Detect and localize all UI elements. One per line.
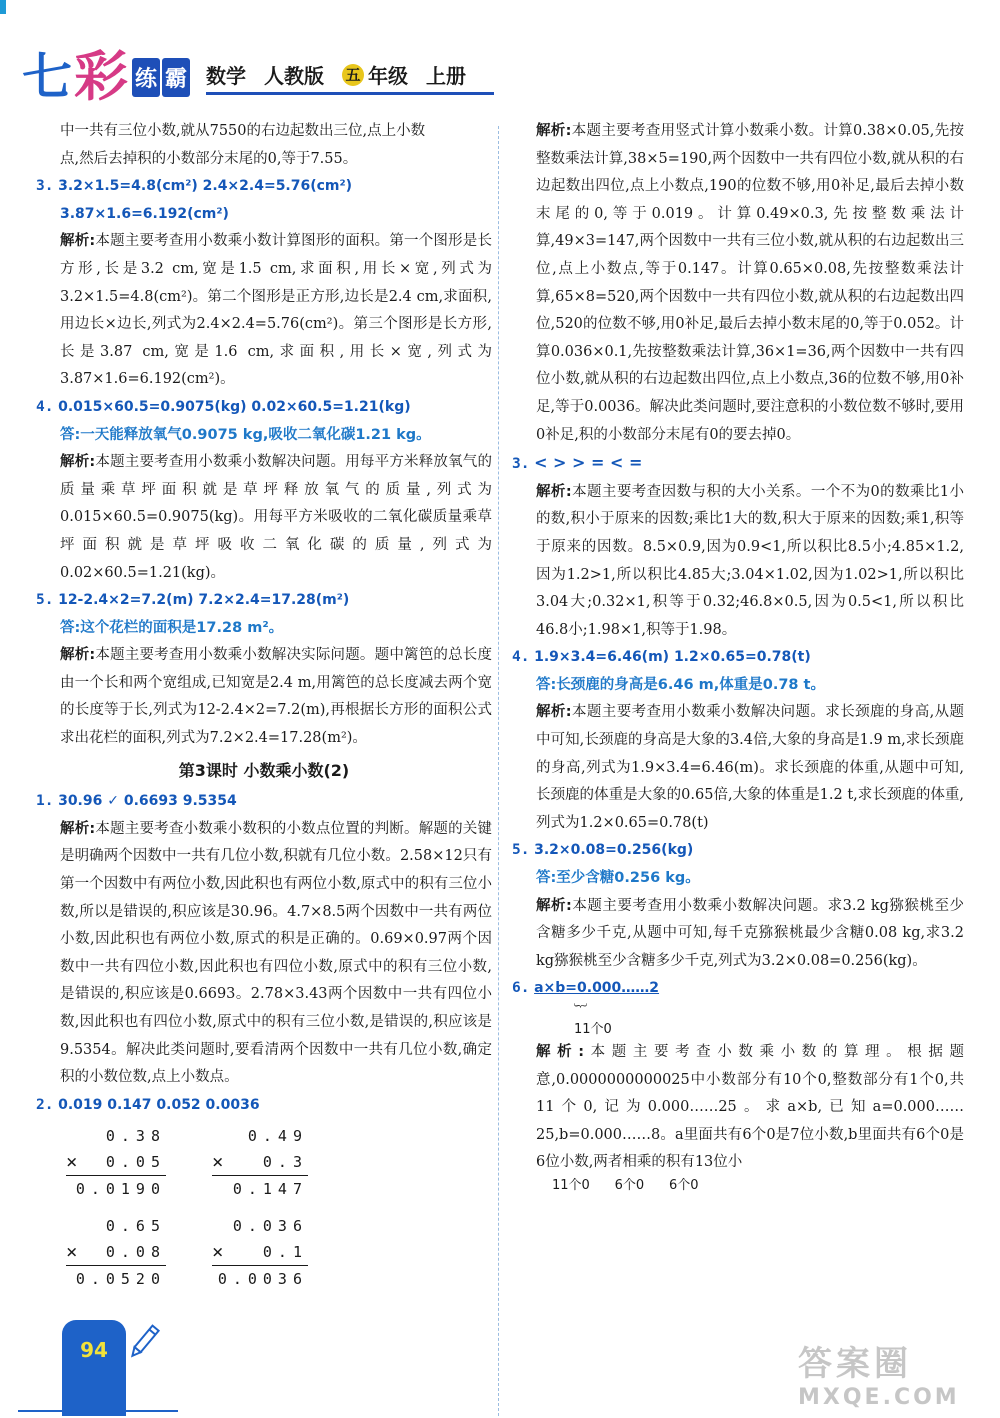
calc-1-factor-b-row <box>66 1149 166 1175</box>
q4-answer <box>36 394 492 422</box>
watermark-bottom: MXQE.COM <box>798 1385 960 1410</box>
continued-text-2: 点,然后去掉积的小数部分末尾的0,等于7.55。 <box>60 150 358 167</box>
q5-answer <box>36 587 492 615</box>
vertical-calc-4 <box>212 1213 308 1292</box>
r3-line-1: < > > = < = <box>534 453 643 473</box>
times-icon: × <box>66 1151 78 1174</box>
r3-analysis-text: 本题主要考查因数与积的大小关系。一个不为0的数乘比1小的数,积小于原来的因数;乘比1大的数,积大于原来的因数;乘1,积等于原来的因数。8.5×0.9,因为0.9<1,所以积比8.5小;4.85×1.2,因为1.2>1,所以积比4.85大;3.04×1.02,因为1.02>1,所以积比3.04大;0.32×1,积等于0.32;46.8×0.5,因为0.5<1,所以积比46.8小;1.98×1,积等于1.98。 <box>536 483 964 638</box>
watermark <box>798 1336 988 1408</box>
q4-number: 4. <box>36 398 54 415</box>
grade: 年级 <box>368 64 408 88</box>
q4-final-answer: 答:一天能释放氧气0.9075 kg,吸收二氧化碳1.21 kg。 <box>60 426 431 443</box>
times-icon: × <box>212 1151 224 1174</box>
calc-1-factor-a: 0.38 <box>105 1127 166 1146</box>
grade-group <box>342 60 408 89</box>
r3-number: 3. <box>512 456 530 473</box>
pencil-icon <box>126 1322 162 1362</box>
brand-logo <box>22 45 192 108</box>
r6-line-1: a×b=0.000……2 <box>534 980 660 997</box>
analysis-label: 解析: <box>60 647 96 664</box>
times-icon: × <box>66 1241 78 1264</box>
r6-brace-notes-2 <box>512 1177 964 1195</box>
q3-analysis <box>36 228 492 394</box>
logo-qi: 七 <box>22 48 72 106</box>
logo-box-char-1: 练 <box>132 58 160 97</box>
calc-3-factor-b-row <box>66 1239 166 1265</box>
page-number: 94 <box>80 1338 108 1362</box>
q3-answer <box>36 173 492 201</box>
page-number-tab <box>62 1320 126 1416</box>
r6-analysis-text: 本题主要考查小数乘小数的算理。根据题意,0.0000000000025中小数部分有10个0,整数部分有1个0,共11个0,记为0.000……25。求a×b,已知a=0.000……25,b=0.000……8。a里面共有6个0是7位小数,b里面共有6个0是6位小数,两者相乘的积有13位小 <box>536 1044 964 1171</box>
q4-line-1: 0.015×60.5=0.9075(kg) 0.02×60.5=1.21(kg) <box>58 398 411 415</box>
calc-3-factor-b: 0.08 <box>105 1243 166 1262</box>
q5-final-answer: 答:这个花栏的面积是17.28 m²。 <box>60 619 284 636</box>
r4-line-1: 1.9×3.4=6.46(m) 1.2×0.65=0.78(t) <box>534 649 811 666</box>
r4-final-answer: 答:长颈鹿的身高是6.46 m,体重是0.78 t。 <box>536 676 825 693</box>
q4-analysis <box>36 449 492 587</box>
l2-number: 2. <box>36 1096 54 1113</box>
term: 上册 <box>426 64 466 88</box>
l1-line-1: 30.96 ✓ 0.6693 9.5354 <box>58 793 237 810</box>
l1-analysis-text: 本题主要考查小数乘小数积的小数点位置的判断。解题的关键是明确两个因数中一共有几位小数,积就有几位小数。2.58×12只有第一个因数中有两位小数,因此积也有两位小数,原式中的积有三位小数,所以是错误的,积应该是30.96。4.7×8.5两个因数中一共有两位小数,因此积也有两位小数,原式的积是正确的。0.69×0.97两个因数中一共有四位小数,因此积也有四位小数,原式中的积有三位小数,是错误的,积应该是0.6693。2.78×3.43两个因数中一共有四位小数,因此积也有四位小数,原式中的积有三位小数,是错误的,积应该是9.5354。解决此类问题时,要看清两个因数中一共有几位小数,确定积的小数位数,点上小数点。 <box>60 820 492 1086</box>
r6-brace-label-3: 6个0 <box>614 1177 645 1193</box>
r0-analysis-text: 本题主要考查用竖式计算小数乘小数。计算0.38×0.05,先按整数乘法计算,38×5=190,两个因数中一共有四位小数,就从积的右边起数出四位,点上小数点,190的位数不够,用0补足,最后去掉小数末尾的0,等于0.019。计算0.49×0.3,先按整数乘法计算,49×3=147,两个因数中一共有三位小数,就从积的右边起数出三位,点上小数点,等于0.147。计算0.65×0.08,先按整数乘法计算,65×8=520,两个因数中一共有四位小数,就从积的右边起数出四位,520的位数不够,用0补足,最后去掉小数末尾的0,等于0.052。计算0.036×0.1,先按整数乘法计算,36×1=36,两个因数中一共有四位小数,就从积的右边起数出四位,点上小数点,36的位数不够,用0补足,等于0.0036。解决此类问题时,要注意积的小数位数不够时,要用0补足,积的小数部分末尾有0的要去掉0。 <box>536 123 964 443</box>
subject: 数学 <box>206 64 246 88</box>
calc-2-factor-a: 0.49 <box>247 1127 308 1146</box>
r5-line-1: 3.2×0.08=0.256(kg) <box>534 842 694 859</box>
q5-number: 5. <box>36 592 54 609</box>
l1-analysis <box>36 816 492 1092</box>
q3-analysis-text: 本题主要考查用小数乘小数计算图形的面积。第一个图形是长方形,长是3.2 cm,宽是1.5 cm,求面积,用长×宽,列式为3.2×1.5=4.8(cm²)。第二个图形是正方形,边长是2.4 cm,求面积,用边长×边长,列式为2.4×2.4=5.76(cm²)。第三个图形是长方形,长是3.87 cm,宽是1.6 cm,求面积,用长×宽,列式为3.87×1.6=6.192(cm²)。 <box>60 233 492 388</box>
grade-badge: 五 <box>342 64 364 86</box>
vertical-calc-1 <box>66 1123 166 1202</box>
r6-brace-label-4: 6个0 <box>668 1177 699 1193</box>
r4-number: 4. <box>512 649 530 666</box>
r6-brace-label-2: 11个0 <box>552 1177 590 1193</box>
r3-analysis <box>512 479 964 645</box>
vertical-calc-3 <box>66 1213 166 1292</box>
q5-line-1: 12-2.4×2=7.2(m) 7.2×2.4=17.28(m²) <box>58 592 350 609</box>
q3-line-1: 3.2×1.5=4.8(cm²) 2.4×2.4=5.76(cm²) <box>58 178 353 195</box>
r6-brace-label: 11个0 <box>574 1022 612 1037</box>
r4-answer <box>512 644 964 672</box>
r5-final-answer: 答:至少含糖0.256 kg。 <box>536 870 700 887</box>
calc-4-factor-a: 0.036 <box>232 1217 308 1236</box>
calc-4-factor-b: 0.1 <box>262 1243 308 1262</box>
analysis-label: 解析: <box>60 454 96 471</box>
q4-analysis-text: 本题主要考查用小数乘小数解决问题。用每平方米释放氧气的质量乘草坪面积就是草坪释放氧气的质量,列式为0.015×60.5=0.9075(kg)。用每平方米吸收的二氧化碳质量乘草坪面积就是草坪吸收二氧化碳的质量,列式为0.02×60.5=1.21(kg)。 <box>60 454 492 581</box>
calc-3-factor-a: 0.65 <box>105 1217 166 1236</box>
watermark-top: 答案圈 <box>798 1344 912 1384</box>
r3-answer <box>512 449 964 479</box>
l1-answer <box>36 788 492 816</box>
footer-line <box>18 1410 178 1412</box>
times-icon: × <box>212 1241 224 1264</box>
l1-number: 1. <box>36 793 54 810</box>
vertical-calculations <box>36 1123 492 1303</box>
r4-analysis-text: 本题主要考查用小数乘小数解决问题。求长颈鹿的身高,从题中可知,长颈鹿的身高是大象的3.4倍,大象的身高是1.9 m,求长颈鹿的身高,列式为1.9×3.4=6.46(m)。求长颈鹿的体重,从题中可知,长颈鹿的体重是大象的0.65倍,大象的体重是1.2 t,求长颈鹿的体重,列式为1.2×0.65=0.78(t) <box>536 704 964 831</box>
q3-line-2: 3.87×1.6=6.192(cm²) <box>60 205 229 222</box>
r5-analysis <box>512 893 964 976</box>
l2-line-1: 0.019 0.147 0.052 0.0036 <box>58 1096 260 1113</box>
logo-cai: 彩 <box>74 45 128 108</box>
right-column <box>512 118 964 1195</box>
r6-brace-note: ︸ 11个0 <box>574 1004 612 1037</box>
calc-3-result: 0.0520 <box>75 1270 166 1289</box>
left-column <box>36 118 492 1303</box>
calc-4-result: 0.0036 <box>217 1270 308 1289</box>
book-title <box>206 60 466 89</box>
analysis-label: 解析: <box>536 123 572 139</box>
calc-1-result: 0.0190 <box>75 1180 166 1199</box>
column-divider <box>498 126 499 1416</box>
page-header <box>0 0 1000 120</box>
edition: 人教版 <box>264 64 324 88</box>
l2-answer <box>36 1092 492 1120</box>
analysis-label: 解析: <box>536 483 572 500</box>
q3-number: 3. <box>36 178 54 195</box>
analysis-label: 解析: <box>536 897 572 914</box>
r4-analysis <box>512 699 964 837</box>
calc-4-factor-b-row <box>212 1239 308 1265</box>
analysis-label: 解析: <box>60 233 96 250</box>
r5-number: 5. <box>512 842 530 859</box>
vertical-calc-2 <box>212 1123 308 1202</box>
r6-number: 6. <box>512 980 530 997</box>
calc-2-factor-b-row <box>212 1149 308 1175</box>
continued-text-1: 中一共有三位小数,就从7550的右边起数出三位,点上小数 <box>60 123 426 139</box>
logo-box <box>132 58 192 97</box>
r0-analysis <box>512 118 964 449</box>
calc-2-result: 0.147 <box>232 1180 308 1199</box>
logo-box-char-2: 霸 <box>162 58 190 97</box>
r5-analysis-text: 本题主要考查用小数乘小数解决问题。求3.2 kg猕猴桃至少含糖多少千克,从题中可知,每千克猕猴桃最少含糖0.08 kg,求3.2 kg猕猴桃至少含糖多少千克,列式为3.2×0.08=0.256(kg)。 <box>536 897 964 969</box>
q5-analysis-text: 本题主要考查用小数乘小数解决实际问题。题中篱笆的总长度由一个长和两个宽组成,已知宽是2.4 m,用篱笆的总长度减去两个宽的长度等于长,列式为12-2.4×2=7.2(m),再根据长方形的面积公式求出花栏的面积,列式为7.2×2.4=17.28(m²)。 <box>60 647 492 747</box>
analysis-label: 解析: <box>536 704 572 721</box>
calc-1-factor-b: 0.05 <box>105 1153 166 1172</box>
lesson-heading: 第3课时 小数乘小数(2) <box>178 760 350 780</box>
r6-answer <box>512 975 964 1003</box>
analysis-label: 解析: <box>60 820 96 837</box>
r6-analysis <box>512 1039 964 1177</box>
calc-2-factor-b: 0.3 <box>262 1153 308 1172</box>
header-underline <box>206 92 494 95</box>
q5-analysis <box>36 642 492 752</box>
r5-answer <box>512 837 964 865</box>
analysis-label: 解析: <box>536 1044 585 1060</box>
